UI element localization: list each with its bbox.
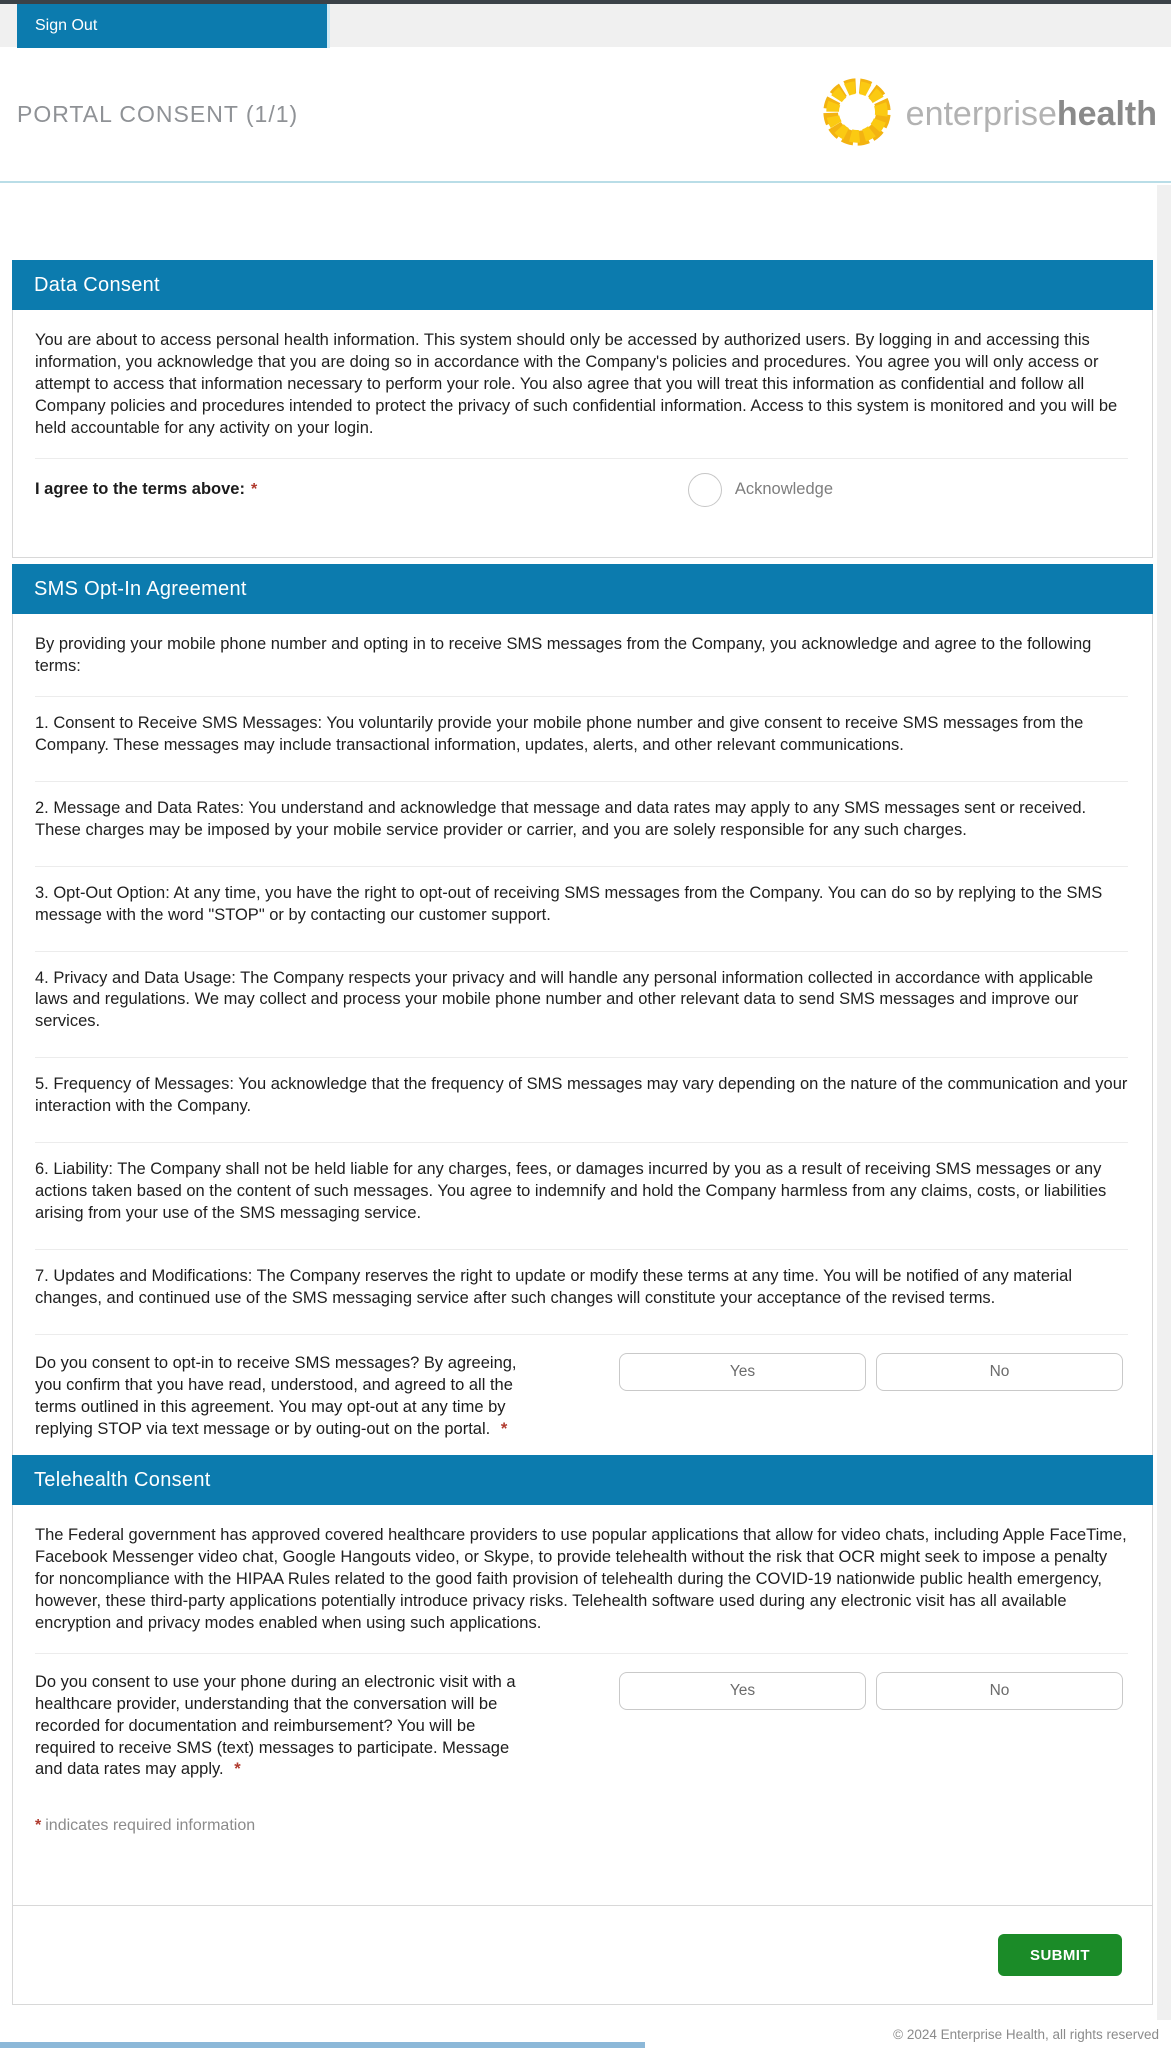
telehealth-title: Telehealth Consent (34, 1468, 211, 1491)
sms-term-3: 3. Opt-Out Option: At any time, you have the right to opt-out of receiving SMS messages from the Company. You can do so by replying to the SMS message with the word "STOP" or by contacting our customer support. (35, 866, 1128, 951)
sms-optin-header (12, 564, 1153, 614)
page-header (0, 47, 1171, 183)
sign-out-button[interactable] (17, 0, 330, 48)
agree-label: I agree to the terms above: (35, 480, 245, 499)
sms-term-2: 2. Message and Data Rates: You understand and acknowledge that message and data rates may apply to any SMS messages sent or received. These charges may be imposed by your mobile service provider or carrier, and you are solely responsible for any such charges. (35, 781, 1128, 866)
telehealth-body: The Federal government has approved covered healthcare providers to use popular applications that allow for video chats, including Apple FaceTime, Facebook Messenger video chat, Google Hangouts video, or Skype, to provide telehealth without the risk that OCR might seek to impose a penalty for noncompliance with the HIPAA Rules related to the good faith provision of telehealth during the COVID-19 nationwide public health emergency, however, these third-party applications potentially introduce privacy risks. Telehealth software used during any electronic visit has all available encryption and privacy modes enabled when using such applications. (35, 1526, 1127, 1632)
required-asterisk: * (234, 1760, 241, 1779)
acknowledge-label: Acknowledge (734, 480, 833, 499)
telehealth-section (12, 1455, 1153, 1942)
telehealth-question: Do you consent to use your phone during an electronic visit with a healthcare provider, understanding that the conversation will be recorded for documentation and reimbursement? You will be required to receive SMS (text) messages to participate. Message and data rates may apply. (35, 1672, 516, 1779)
sms-question-row (35, 1334, 1128, 1462)
required-note-text: indicates required information (45, 1817, 256, 1835)
sms-yes-button[interactable]: Yes (619, 1353, 866, 1391)
required-note (35, 1817, 1128, 1853)
sms-optin-section (12, 564, 1153, 1477)
page-top-border (0, 0, 1171, 4)
sms-term-6: 6. Liability: The Company shall not be held liable for any charges, fees, or damages incurred by you as a result of receiving SMS messages or any actions taken based on the content of such messages. You agree to indemnify and hold the Company harmless from any claims, costs, or liabilities arising from your use of the SMS messaging service. (35, 1142, 1128, 1249)
telehealth-question-row (35, 1653, 1128, 1792)
required-asterisk: * (500, 1419, 508, 1438)
page-background-strip (1157, 185, 1171, 2020)
acknowledge-radio[interactable] (688, 473, 722, 507)
sms-optin-title: SMS Opt-In Agreement (34, 577, 247, 600)
brand-name (906, 97, 1157, 131)
sms-question: Do you consent to opt-in to receive SMS messages? By agreeing, you confirm that you have read, understood, and agreed to all the terms outlined in this agreement. You may opt-out at any time by replying STOP via text message or by outing-out on the portal. (35, 1353, 517, 1438)
sms-term-1: 1. Consent to Receive SMS Messages: You voluntarily provide your mobile phone number and give consent to receive SMS messages from the Company. These messages may include transactional information, updates, alerts, and other relevant communications. (35, 696, 1128, 781)
brand-name-bold: health (1056, 95, 1157, 133)
submit-button[interactable]: SUBMIT (998, 1934, 1122, 1976)
brand-logo (818, 73, 1157, 156)
sms-term-5: 5. Frequency of Messages: You acknowledge that the frequency of SMS messages may vary depending on the nature of the communication and your interaction with the Company. (35, 1057, 1128, 1142)
sign-out-label: Sign Out (35, 17, 98, 34)
required-asterisk: * (250, 480, 258, 498)
telehealth-header (12, 1455, 1153, 1505)
sms-intro: By providing your mobile phone number and opting in to receive SMS messages from the Company, you acknowledge and agree to the following terms: (35, 635, 1092, 675)
sunflower-icon (818, 73, 896, 156)
telehealth-yes-button[interactable]: Yes (619, 1672, 866, 1710)
sms-no-button[interactable]: No (876, 1353, 1123, 1391)
telehealth-no-button[interactable]: No (876, 1672, 1123, 1710)
data-consent-body: You are about to access personal health information. This system should only be accessed by authorized users. By logging in and accessing this information, you acknowledge that you are doing so in accordance with the Company's policies and procedures. You agree you will only access or attempt to access that information necessary to perform your role. You also agree that you will treat this information as confidential and follow all Company policies and procedures intended to protect the privacy of such confidential information. Access to this system is monitored and you will be held accountable for any activity on your login. (35, 331, 1118, 437)
data-consent-header (12, 260, 1153, 310)
required-asterisk: * (35, 1817, 42, 1835)
copyright-text: © 2024 Enterprise Health, all rights reserved (893, 2027, 1159, 2042)
sms-term-7: 7. Updates and Modifications: The Company reserves the right to update or modify these terms at any time. You will be notified of any material changes, and continued use of the SMS messaging service after such changes will constitute your acceptance of the revised terms. (35, 1249, 1128, 1334)
data-consent-title: Data Consent (34, 273, 160, 296)
sms-term-4: 4. Privacy and Data Usage: The Company respects your privacy and will handle any personal information collected in accordance with applicable laws and regulations. We may collect and process your mobile phone number and other relevant data to send SMS messages and improve our services. (35, 951, 1128, 1058)
data-consent-section (12, 260, 1153, 558)
submit-section (12, 1905, 1153, 2005)
brand-name-light: enterprise (905, 95, 1057, 133)
page-title: PORTAL CONSENT (1/1) (17, 100, 299, 127)
agree-row (35, 458, 1128, 519)
horizontal-scrollbar-thumb[interactable] (0, 2042, 645, 2048)
